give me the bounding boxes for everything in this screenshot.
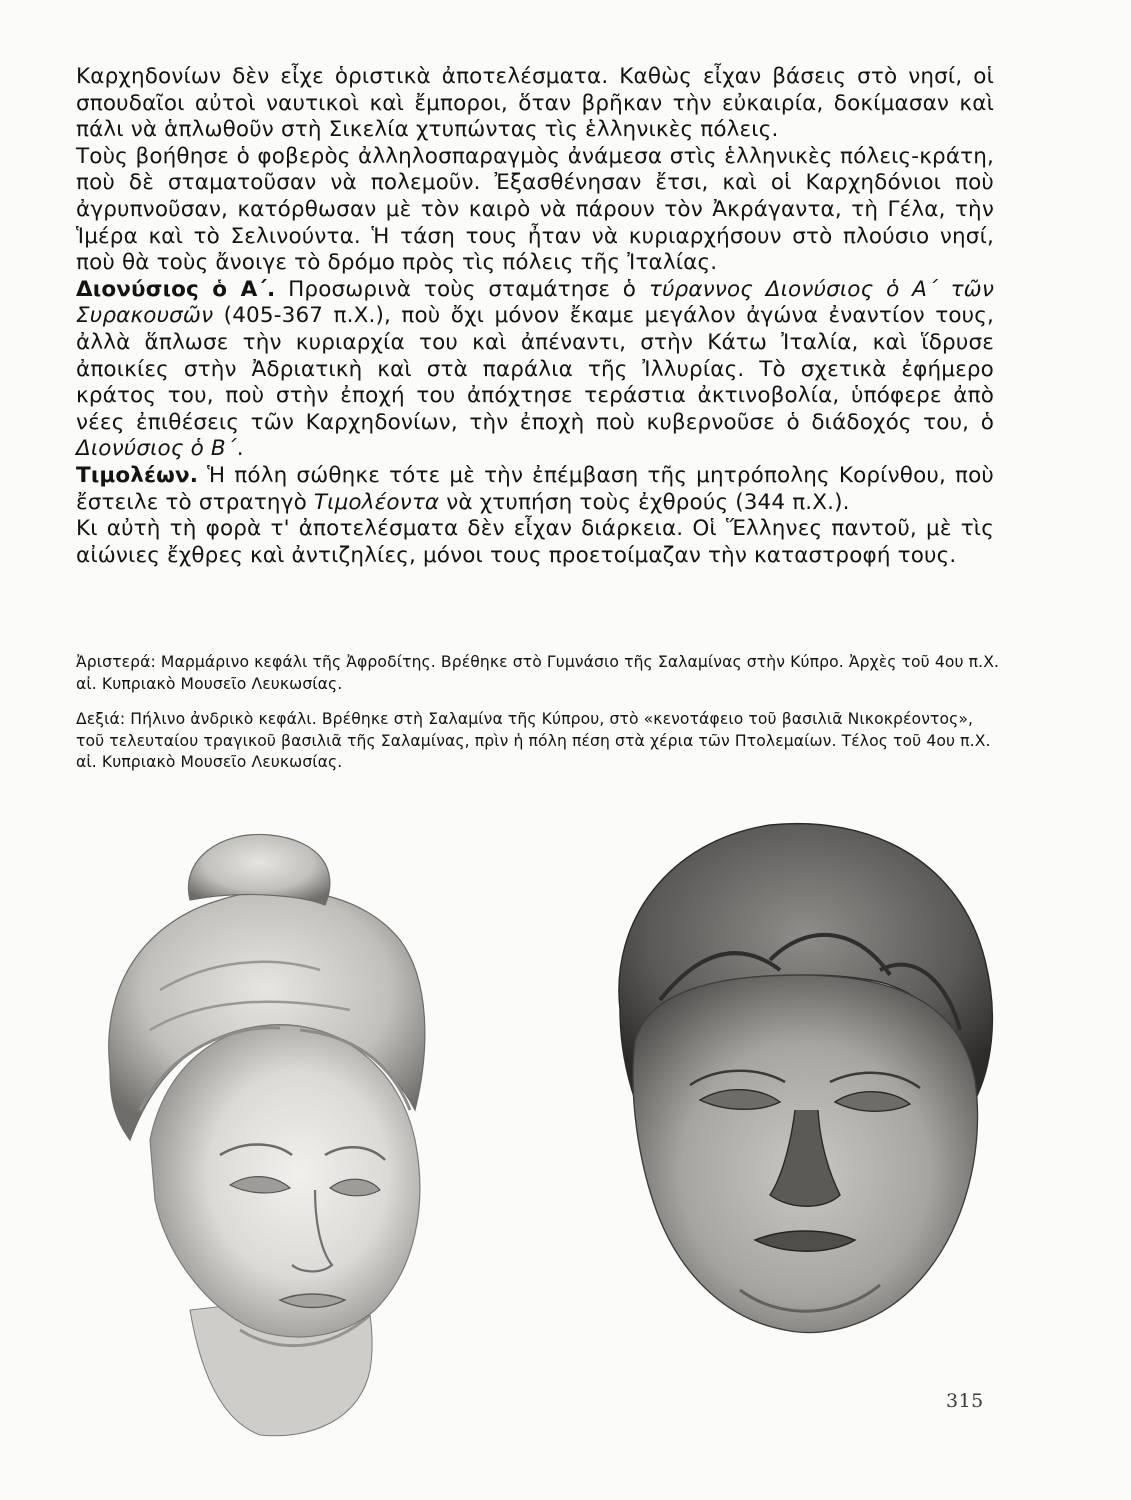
section-heading-dionysius: Διονύσιος ὁ Α΄. (76, 276, 276, 302)
paragraph-dionysius-text-2: (405-367 π.Χ.), ποὺ ὄχι μόνον ἔκαμε μεγάλον ἀγώνα ἐναντίον τους, ἀλλὰ ἅπλωσε τὴν κυριαρχία του καὶ ἀπέναντι, στὴν Κάτω Ἰταλία, καὶ ἵδρυσε ἀποικίες στὴν Ἀδριατικὴ καὶ στὰ παράλια τῆς Ἰλλυρίας. Τὸ σχετικὰ ἐφήμερο κράτος του, ποὺ στὴν ἐποχή του ἀπόχτησε τεράστια ἀκτινοβολία, ὑπόφερε ἀπὸ νέες ἐπιθέσεις τῶν Καρχηδονίων, τὴν ἐποχὴ ποὺ κυβερνοῦσε ὁ διάδοχός του, ὁ (76, 303, 994, 435)
paragraph-civil-strife: Τοὺς βοήθησε ὁ φοβερὸς ἀλληλοσπαραγμὸς ἀνάμεσα στὶς ἑλληνικὲς πόλεις-κράτη, ποὺ δὲ σταματοῦσαν νὰ πολεμοῦν. Ἐξασθένησαν ἔτσι, καὶ οἱ Καρχηδόνιοι ποὺ ἀγρυπνοῦσαν, κατόρθωσαν μὲ τὸν καιρὸ νὰ πάρουν τὸν Ἀκράγαντα, τὴ Γέλα, τὴν Ἱμέρα καὶ τὸ Σελινούντα. Ἡ τάση τους ἦταν νὰ κυριαρχήσουν στὸ πλούσιο νησί, ποὺ θὰ τοὺς ἄνοιγε τὸ δρόμο πρὸς τὶς πόλεις τῆς Ἰταλίας. (76, 143, 994, 276)
caption-right: Δεξιά: Πήλινο ἀνδρικὸ κεφάλι. Βρέθηκε στὴ Σαλαμίνα τῆς Κύπρου, στὸ «κενοτάφειο τοῦ βασιλιᾶ Νικοκρέοντος», τοῦ τελευταίου τραγικοῦ βασιλιᾶ τῆς Σαλαμίνας, πρὶν ἡ πόλη πέση στὰ χέρια τῶν Πτολεμαίων. Τέλος τοῦ 4ου π.Χ. αἰ. Κυπριακὸ Μουσεῖο Λευκωσίας. (76, 710, 991, 771)
paragraph-dionysius-italic-1: τύραννος Διονύσιος ὁ Α΄ τῶν Συρακουσῶν (76, 276, 994, 329)
marble-aphrodite-head-icon (70, 810, 470, 1450)
section-heading-timoleon: Τιμολέων. (76, 462, 199, 488)
paragraph-timoleon-italic-1: Τιμολέοντα (313, 489, 440, 515)
terracotta-male-head-icon (590, 800, 1020, 1360)
caption-left: Ἀριστερά: Μαρμάρινο κεφάλι τῆς Ἀφροδίτης. Βρέθηκε στὸ Γυμνάσιο τῆς Σαλαμίνας στὴν Κύπρο. Ἀρχὲς τοῦ 4ου π.Χ. αἰ. Κυπριακὸ Μουσεῖο Λευκωσίας. (76, 653, 1000, 693)
paragraph-dionysius-text-3: . (236, 436, 244, 462)
paragraph-dionysius-italic-2: Διονύσιος ὁ Β΄ (76, 436, 237, 462)
figure-terracotta-male-head (590, 800, 1020, 1360)
paragraph-carthaginians: Καρχηδονίων δὲν εἶχε ὁριστικὰ ἀποτελέσματα. Καθὼς εἶχαν βάσεις στὸ νησί, οἱ σπουδαῖοι αὐτοὶ ναυτικοὶ καὶ ἔμποροι, ὅταν βρῆκαν τὴν εὐκαιρία, δοκίμασαν καὶ πάλι νὰ ἁπλωθοῦν στὴ Σικελία χτυπώντας τὶς ἑλληνικὲς πόλεις. (76, 64, 994, 143)
page-number: 315 (946, 1390, 984, 1412)
paragraph-timoleon-text-1: Ἡ πόλη σώθηκε τότε μὲ τὴν ἐπέμβαση τῆς μητρόπολης Κορίνθου, ποὺ ἔστειλε τὸ στρατηγὸ (76, 462, 994, 515)
main-text-column (76, 64, 994, 569)
figure-marble-aphrodite-head (70, 810, 470, 1450)
paragraph-timoleon (76, 463, 994, 516)
figure-captions (76, 652, 1000, 774)
paragraph-timoleon-text-2: νὰ χτυπήση τοὺς ἐχθρούς (344 π.Χ.). (439, 489, 850, 515)
paragraph-dionysius (76, 277, 994, 463)
paragraph-dionysius-text-1: Προσωρινὰ τοὺς σταμάτησε ὁ (275, 276, 649, 302)
paragraph-conclusion: Κι αὐτὴ τὴ φορὰ τ' ἀποτελέσματα δὲν εἶχαν διάρκεια. Οἱ Ἕλληνες παντοῦ, μὲ τὶς αἰώνιες ἔχθρες καὶ ἀντιζηλίες, μόνοι τους προετοίμαζαν τὴν καταστροφή τους. (76, 516, 994, 568)
